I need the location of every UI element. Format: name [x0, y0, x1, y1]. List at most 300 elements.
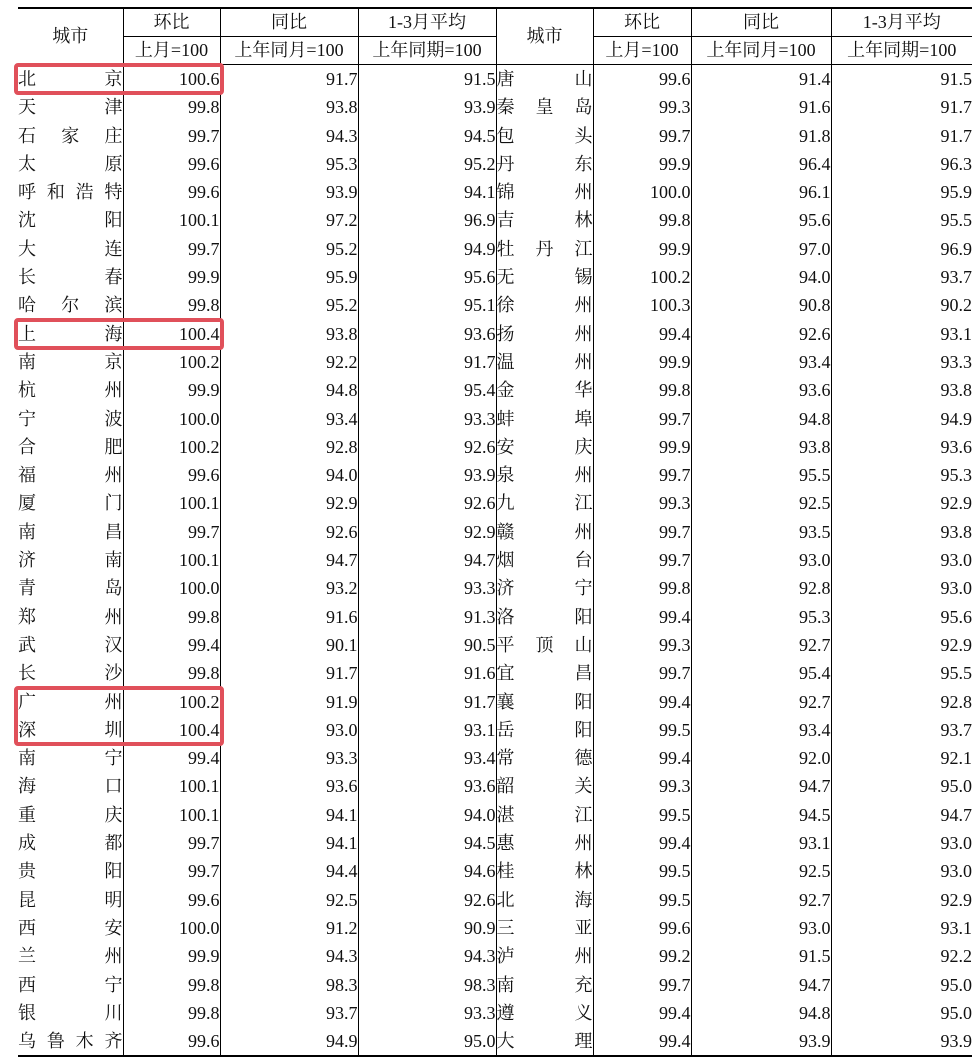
city-name-right [496, 886, 593, 914]
value-avg-right [831, 235, 972, 263]
city-name-left-text: 银川 [18, 1002, 123, 1023]
city-name-left-text: 天津 [18, 97, 123, 118]
value-mom-left-text: 100.1 [179, 493, 220, 514]
value-avg-right-text: 92.9 [940, 493, 972, 514]
value-mom-right [593, 886, 691, 914]
city-name-right [496, 716, 593, 744]
value-avg-right-text: 92.2 [940, 946, 972, 967]
table-row [18, 405, 972, 433]
table-row [18, 433, 972, 461]
value-mom-right [593, 122, 691, 150]
value-mom-right-text: 99.2 [659, 946, 691, 967]
city-name-left [18, 688, 123, 716]
city-name-left-text: 海口 [18, 776, 123, 797]
city-name-left-text: 青岛 [18, 578, 123, 599]
value-yoy-left [220, 546, 358, 574]
value-avg-left-text: 98.3 [464, 974, 496, 995]
city-name-right-text: 包头 [496, 125, 593, 146]
city-name-left [18, 1027, 123, 1056]
value-avg-right-text: 93.7 [940, 719, 972, 740]
value-yoy-right-text: 93.9 [799, 1031, 831, 1052]
value-mom-left-text: 100.4 [179, 323, 220, 344]
city-name-left-text: 长春 [18, 267, 123, 288]
value-yoy-right-text: 95.5 [799, 465, 831, 486]
table-row [18, 688, 972, 716]
table-row [18, 631, 972, 659]
value-avg-right [831, 659, 972, 687]
table-row [18, 772, 972, 800]
value-mom-right [593, 263, 691, 291]
city-name-right-text: 常德 [496, 748, 593, 769]
city-name-right-text: 湛江 [496, 804, 593, 825]
city-name-right-text: 温州 [496, 351, 593, 372]
value-avg-left [358, 574, 496, 602]
value-mom-left [123, 461, 220, 489]
value-mom-right [593, 206, 691, 234]
value-yoy-right-text: 92.6 [799, 323, 831, 344]
value-yoy-right [691, 971, 831, 999]
city-name-left-text: 呼和浩特 [18, 182, 123, 203]
value-yoy-left [220, 1027, 358, 1056]
value-mom-right-text: 99.5 [659, 861, 691, 882]
value-yoy-left-text: 98.3 [326, 974, 358, 995]
value-avg-right-text: 95.0 [940, 974, 972, 995]
city-name-left [18, 801, 123, 829]
city-name-right [496, 688, 593, 716]
value-avg-left-text: 93.3 [464, 1002, 496, 1023]
city-name-right-text: 安庆 [496, 436, 593, 457]
city-name-left-text: 重庆 [18, 804, 123, 825]
value-mom-left-text: 100.1 [179, 776, 220, 797]
value-avg-right-text: 93.8 [940, 521, 972, 542]
value-avg-right [831, 716, 972, 744]
value-yoy-right-text: 95.3 [799, 606, 831, 627]
value-avg-left [358, 659, 496, 687]
city-name-right [496, 518, 593, 546]
value-mom-right-text: 99.4 [659, 1031, 691, 1052]
value-mom-left-text: 100.0 [179, 917, 220, 938]
city-name-right-text: 平顶山 [496, 634, 593, 655]
city-name-right [496, 291, 593, 319]
value-mom-left [123, 489, 220, 517]
city-name-left [18, 716, 123, 744]
value-yoy-right-text: 92.8 [799, 578, 831, 599]
header-avg-base-left: 上年同期=100 [358, 37, 496, 65]
value-yoy-right-text: 94.8 [799, 1002, 831, 1023]
value-mom-left [123, 93, 220, 121]
value-mom-left-text: 99.7 [188, 125, 220, 146]
value-avg-right-text: 94.9 [940, 408, 972, 429]
value-yoy-left-text: 95.2 [326, 295, 358, 316]
city-name-left [18, 914, 123, 942]
value-yoy-right [691, 348, 831, 376]
value-yoy-right [691, 1027, 831, 1056]
value-avg-left [358, 122, 496, 150]
value-avg-right-text: 95.5 [940, 663, 972, 684]
value-avg-right-text: 96.9 [940, 238, 972, 259]
value-yoy-left [220, 461, 358, 489]
value-yoy-left-text: 92.9 [326, 493, 358, 514]
value-yoy-left [220, 688, 358, 716]
value-yoy-right [691, 206, 831, 234]
value-avg-right-text: 93.9 [940, 1031, 972, 1052]
city-name-right [496, 914, 593, 942]
value-avg-left-text: 93.6 [464, 776, 496, 797]
value-yoy-right [691, 942, 831, 970]
city-name-right-text: 九江 [496, 493, 593, 514]
value-avg-left-text: 95.1 [464, 295, 496, 316]
value-mom-right-text: 99.9 [659, 436, 691, 457]
value-avg-left-text: 96.9 [464, 210, 496, 231]
value-mom-right [593, 914, 691, 942]
city-name-left-text: 成都 [18, 833, 123, 854]
city-name-right-text: 赣州 [496, 521, 593, 542]
value-avg-left-text: 94.3 [464, 946, 496, 967]
city-name-right-text: 泉州 [496, 465, 593, 486]
city-name-left [18, 574, 123, 602]
table-row [18, 942, 972, 970]
city-name-right-text: 唐山 [496, 69, 593, 89]
value-yoy-right-text: 95.6 [799, 210, 831, 231]
value-mom-left [123, 659, 220, 687]
value-avg-left [358, 1027, 496, 1056]
table-row [18, 65, 972, 94]
value-avg-left-text: 93.4 [464, 748, 496, 769]
city-name-left [18, 631, 123, 659]
value-avg-right [831, 93, 972, 121]
value-yoy-right-text: 95.4 [799, 663, 831, 684]
value-yoy-left-text: 91.7 [326, 69, 358, 89]
value-mom-right-text: 99.7 [659, 550, 691, 571]
city-name-left [18, 971, 123, 999]
city-name-left-text: 太原 [18, 153, 123, 174]
value-avg-left-text: 93.9 [464, 97, 496, 118]
value-mom-right [593, 93, 691, 121]
value-avg-right-text: 95.5 [940, 210, 972, 231]
city-name-left [18, 235, 123, 263]
value-yoy-left-text: 90.1 [326, 634, 358, 655]
city-name-left-text: 上海 [18, 323, 123, 344]
value-avg-left [358, 376, 496, 404]
value-mom-left-text: 100.2 [179, 436, 220, 457]
city-name-right [496, 206, 593, 234]
value-avg-right [831, 688, 972, 716]
city-name-left [18, 405, 123, 433]
value-yoy-right-text: 93.6 [799, 380, 831, 401]
value-mom-left-text: 99.8 [188, 295, 220, 316]
city-name-right-text: 大理 [496, 1031, 593, 1052]
table-body [18, 65, 972, 1057]
value-yoy-left [220, 772, 358, 800]
value-mom-right [593, 631, 691, 659]
value-yoy-left [220, 93, 358, 121]
table-row [18, 150, 972, 178]
city-name-left-text: 南宁 [18, 748, 123, 769]
value-yoy-left [220, 631, 358, 659]
value-mom-left-text: 100.0 [179, 578, 220, 599]
value-avg-left [358, 263, 496, 291]
value-avg-left-text: 94.6 [464, 861, 496, 882]
table-row [18, 489, 972, 517]
value-mom-right [593, 348, 691, 376]
value-yoy-right [691, 716, 831, 744]
city-name-right [496, 433, 593, 461]
value-yoy-right [691, 405, 831, 433]
value-avg-left-text: 93.3 [464, 408, 496, 429]
value-yoy-left-text: 93.8 [326, 323, 358, 344]
value-mom-right [593, 405, 691, 433]
city-name-left-text: 北京 [18, 69, 123, 89]
value-mom-right-text: 99.3 [659, 97, 691, 118]
table-row [18, 348, 972, 376]
value-avg-right-text: 95.3 [940, 465, 972, 486]
value-avg-left [358, 942, 496, 970]
value-avg-right [831, 801, 972, 829]
value-avg-left [358, 999, 496, 1027]
city-name-left [18, 93, 123, 121]
city-name-right-text: 襄阳 [496, 691, 593, 712]
value-yoy-right [691, 631, 831, 659]
value-yoy-left-text: 93.3 [326, 748, 358, 769]
value-yoy-right-text: 93.4 [799, 351, 831, 372]
city-name-right [496, 603, 593, 631]
value-mom-right-text: 100.2 [650, 267, 691, 288]
value-avg-right-text: 93.0 [940, 861, 972, 882]
city-name-left [18, 320, 123, 348]
value-yoy-left-text: 91.6 [326, 606, 358, 627]
value-mom-left [123, 546, 220, 574]
value-yoy-left [220, 801, 358, 829]
value-yoy-left [220, 150, 358, 178]
price-index-table-container [18, 7, 972, 1057]
value-yoy-left [220, 348, 358, 376]
value-yoy-right-text: 93.0 [799, 550, 831, 571]
value-mom-right [593, 716, 691, 744]
value-mom-right-text: 99.3 [659, 493, 691, 514]
city-name-left [18, 546, 123, 574]
value-yoy-left [220, 829, 358, 857]
value-yoy-right [691, 772, 831, 800]
value-mom-left [123, 772, 220, 800]
value-avg-left [358, 320, 496, 348]
table-row [18, 801, 972, 829]
city-name-right-text: 惠州 [496, 833, 593, 854]
value-yoy-left-text: 91.9 [326, 691, 358, 712]
table-row [18, 206, 972, 234]
value-mom-left [123, 178, 220, 206]
table-row [18, 320, 972, 348]
city-name-right [496, 1027, 593, 1056]
value-yoy-right [691, 263, 831, 291]
table-header [18, 8, 972, 65]
table-row [18, 716, 972, 744]
value-yoy-right-text: 93.1 [799, 833, 831, 854]
value-yoy-right [691, 857, 831, 885]
value-mom-left [123, 1027, 220, 1056]
value-avg-right-text: 95.9 [940, 182, 972, 203]
table-row [18, 263, 972, 291]
value-mom-right [593, 659, 691, 687]
value-mom-right-text: 99.5 [659, 889, 691, 910]
value-avg-left-text: 94.9 [464, 238, 496, 259]
value-avg-left [358, 461, 496, 489]
value-avg-left-text: 92.6 [464, 493, 496, 514]
value-yoy-right [691, 659, 831, 687]
value-avg-right [831, 574, 972, 602]
city-name-right [496, 971, 593, 999]
table-row [18, 518, 972, 546]
value-yoy-left [220, 122, 358, 150]
value-avg-left [358, 433, 496, 461]
city-name-right [496, 122, 593, 150]
value-mom-right [593, 801, 691, 829]
value-yoy-right-text: 94.7 [799, 776, 831, 797]
value-mom-left-text: 99.9 [188, 267, 220, 288]
value-mom-right [593, 744, 691, 772]
city-name-right-text: 遵义 [496, 1002, 593, 1023]
city-name-right-text: 韶关 [496, 776, 593, 797]
value-yoy-right-text: 91.4 [799, 69, 831, 89]
value-avg-right [831, 320, 972, 348]
value-yoy-left-text: 94.0 [326, 465, 358, 486]
city-name-left [18, 122, 123, 150]
city-name-right-text: 锦州 [496, 182, 593, 203]
value-mom-left [123, 744, 220, 772]
value-avg-right-text: 92.9 [940, 634, 972, 655]
table-row [18, 914, 972, 942]
value-yoy-right [691, 461, 831, 489]
value-yoy-right-text: 92.0 [799, 748, 831, 769]
table-row [18, 603, 972, 631]
value-mom-left [123, 263, 220, 291]
value-yoy-right [691, 320, 831, 348]
value-yoy-left [220, 744, 358, 772]
city-name-right [496, 574, 593, 602]
header-mom-left: 环比 [123, 8, 220, 37]
value-mom-left [123, 603, 220, 631]
value-avg-left [358, 603, 496, 631]
city-name-right [496, 744, 593, 772]
value-yoy-left [220, 489, 358, 517]
value-mom-left-text: 100.2 [179, 691, 220, 712]
value-avg-left [358, 631, 496, 659]
value-avg-left [358, 150, 496, 178]
value-mom-left-text: 99.9 [188, 946, 220, 967]
value-avg-right [831, 772, 972, 800]
value-avg-right [831, 206, 972, 234]
city-name-right [496, 320, 593, 348]
value-yoy-right-text: 91.6 [799, 97, 831, 118]
city-name-left-text: 武汉 [18, 634, 123, 655]
value-avg-left [358, 405, 496, 433]
value-avg-right [831, 744, 972, 772]
value-avg-right [831, 518, 972, 546]
table-row [18, 999, 972, 1027]
value-avg-right [831, 886, 972, 914]
city-name-left [18, 206, 123, 234]
value-mom-left [123, 150, 220, 178]
table-row [18, 857, 972, 885]
value-avg-right [831, 433, 972, 461]
value-avg-left [358, 772, 496, 800]
value-avg-right [831, 1027, 972, 1056]
city-name-left-text: 厦门 [18, 493, 123, 514]
value-mom-right [593, 857, 691, 885]
city-name-left-text: 昆明 [18, 889, 123, 910]
value-avg-right [831, 348, 972, 376]
value-mom-right-text: 100.3 [650, 295, 691, 316]
value-mom-left-text: 100.1 [179, 210, 220, 231]
value-avg-right [831, 971, 972, 999]
value-yoy-left [220, 320, 358, 348]
value-yoy-right [691, 235, 831, 263]
value-mom-right-text: 99.8 [659, 578, 691, 599]
value-mom-left-text: 100.4 [179, 719, 220, 740]
value-mom-right-text: 99.3 [659, 776, 691, 797]
value-mom-left [123, 405, 220, 433]
value-avg-left-text: 91.7 [464, 691, 496, 712]
value-yoy-right-text: 92.7 [799, 691, 831, 712]
city-name-right-text: 泸州 [496, 946, 593, 967]
value-mom-left [123, 206, 220, 234]
value-mom-right-text: 99.7 [659, 465, 691, 486]
value-avg-right [831, 461, 972, 489]
value-mom-right [593, 65, 691, 94]
value-yoy-left [220, 405, 358, 433]
table-row [18, 122, 972, 150]
value-avg-right-text: 96.3 [940, 153, 972, 174]
table-row [18, 291, 972, 319]
city-name-right [496, 178, 593, 206]
value-avg-right [831, 914, 972, 942]
value-avg-right-text: 93.7 [940, 267, 972, 288]
value-avg-left [358, 65, 496, 94]
value-mom-right [593, 320, 691, 348]
value-avg-right [831, 291, 972, 319]
city-name-right [496, 93, 593, 121]
value-avg-right [831, 942, 972, 970]
header-city-right: 城市 [496, 8, 593, 65]
value-avg-left-text: 94.5 [464, 125, 496, 146]
value-yoy-left [220, 999, 358, 1027]
value-avg-right-text: 90.2 [940, 295, 972, 316]
value-mom-left [123, 801, 220, 829]
city-name-left-text: 合肥 [18, 436, 123, 457]
value-mom-right-text: 99.9 [659, 238, 691, 259]
value-yoy-left [220, 263, 358, 291]
city-name-left [18, 150, 123, 178]
city-name-right [496, 857, 593, 885]
city-name-left-text: 广州 [18, 691, 123, 712]
value-mom-right [593, 688, 691, 716]
city-name-right-text: 桂林 [496, 861, 593, 882]
value-mom-left [123, 857, 220, 885]
value-yoy-right-text: 90.8 [799, 295, 831, 316]
value-avg-left-text: 92.9 [464, 521, 496, 542]
city-name-left [18, 433, 123, 461]
value-avg-left [358, 744, 496, 772]
value-avg-left [358, 914, 496, 942]
city-name-left [18, 518, 123, 546]
value-yoy-right [691, 518, 831, 546]
value-mom-left [123, 971, 220, 999]
value-mom-right-text: 99.7 [659, 663, 691, 684]
city-name-right-text: 岳阳 [496, 719, 593, 740]
value-yoy-right-text: 91.8 [799, 125, 831, 146]
value-mom-right [593, 971, 691, 999]
value-mom-right-text: 99.4 [659, 323, 691, 344]
city-name-right-text: 秦皇岛 [496, 97, 593, 118]
